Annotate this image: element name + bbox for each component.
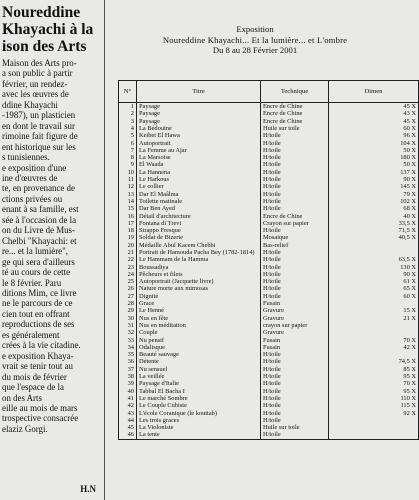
article-line: ge qui sera d'ailleurs (2, 256, 75, 267)
row-title: Paysage (137, 118, 261, 125)
table-row (119, 191, 419, 198)
row-dimensions: 115 X (329, 402, 419, 409)
row-technique: Gravure (261, 307, 329, 314)
table-row (119, 278, 419, 285)
row-dimensions: 92 X (329, 409, 419, 416)
row-number: 13 (119, 191, 137, 198)
row-dimensions (329, 417, 419, 424)
row-dimensions: 145 X (329, 183, 419, 190)
row-technique: H/toile (261, 161, 329, 168)
table-row (119, 300, 419, 307)
row-dimensions: 42 X (329, 344, 419, 351)
row-dimensions: 40,5 X (329, 234, 419, 241)
row-number: 20 (119, 242, 137, 249)
row-dimensions (329, 300, 419, 307)
article-line: te, en provenance de (2, 183, 75, 194)
row-technique: H/toile (261, 373, 329, 380)
row-technique: Fusain (261, 337, 329, 344)
table-row (119, 176, 419, 183)
row-dimensions (329, 322, 419, 329)
row-title: El Waada (137, 161, 261, 168)
row-technique: H/toile (261, 183, 329, 190)
article-line: ine d'œuvres de (2, 172, 58, 183)
row-dimensions: 45 X (329, 103, 419, 111)
row-title: La Femme au Ajar (137, 147, 261, 154)
row-dimensions: 130 X (329, 264, 419, 271)
row-technique: Encre de Chine (261, 212, 329, 219)
row-number: 30 (119, 315, 137, 322)
row-technique: H/toile (261, 395, 329, 402)
row-number: 29 (119, 307, 137, 314)
table-row (119, 388, 419, 395)
row-title: La Hannena (137, 169, 261, 176)
table-row (119, 264, 419, 271)
row-number: 24 (119, 271, 137, 278)
article-line: ent historique sur les (2, 141, 76, 152)
row-number: 43 (119, 409, 137, 416)
row-dimensions: 60 X (329, 293, 419, 300)
row-dimensions (329, 431, 419, 439)
article-line: cien tout en offrant (2, 308, 70, 319)
table-row (119, 227, 419, 234)
row-dimensions: 110 X (329, 395, 419, 402)
row-title: Boussadiya (137, 264, 261, 271)
row-technique: Encre de Chine (261, 103, 329, 111)
row-technique: Huile sur toile (261, 424, 329, 431)
row-number: 27 (119, 293, 137, 300)
row-title: Les trois graces (137, 417, 261, 424)
exhibition-label: Exposition (236, 24, 274, 34)
row-dimensions: 50 X (329, 161, 419, 168)
table-row (119, 169, 419, 176)
row-dimensions: 96 X (329, 132, 419, 139)
exhibition-dates: Du 8 au 28 Février 2001 (212, 45, 298, 55)
row-title: Soldat de Bizerte (137, 234, 261, 241)
article-line: re... et la lumière", (2, 246, 68, 257)
table-row (119, 358, 419, 365)
row-technique: Fusain (261, 300, 329, 307)
row-dimensions: 102 X (329, 198, 419, 205)
row-technique: H/toile (261, 271, 329, 278)
table-row (119, 234, 419, 241)
row-number: 44 (119, 417, 137, 424)
table-header-row (119, 81, 419, 103)
row-number: 19 (119, 234, 137, 241)
table-row (119, 132, 419, 139)
table-row (119, 409, 419, 416)
row-number: 6 (119, 139, 137, 146)
article-headline (2, 4, 102, 55)
row-number: 35 (119, 351, 137, 358)
row-title: Keibet El Hawa (137, 132, 261, 139)
row-number: 1 (119, 103, 137, 111)
column-header-title: Titre (137, 81, 261, 103)
row-number: 9 (119, 161, 137, 168)
article-line: es généralement (2, 329, 60, 340)
table-row (119, 139, 419, 146)
row-dimensions: 45 X (329, 118, 419, 125)
row-number: 36 (119, 358, 137, 365)
article-line: eille au mois de mars (2, 402, 78, 413)
row-technique: Crayon sur papier (261, 220, 329, 227)
row-title: Nus en méditation (137, 322, 261, 329)
row-technique: H/toile (261, 388, 329, 395)
row-technique: H/toile (261, 351, 329, 358)
row-title: La Violoniste (137, 424, 261, 431)
row-number: 28 (119, 300, 137, 307)
row-title: Nu pensif (137, 337, 261, 344)
article-line: elaziz Gorgi. (2, 423, 48, 434)
row-number: 40 (119, 388, 137, 395)
row-technique: H/toile (261, 227, 329, 234)
row-number: 32 (119, 329, 137, 336)
row-technique: H/toile (261, 431, 329, 439)
article-line: en dont le travail sur (2, 120, 75, 131)
row-dimensions: 74,5 X (329, 358, 419, 365)
row-title: Nature morte aux mimosas (137, 285, 261, 292)
row-dimensions (329, 329, 419, 336)
table-row (119, 118, 419, 125)
row-technique: Gravure (261, 329, 329, 336)
table-row (119, 293, 419, 300)
row-number: 22 (119, 256, 137, 263)
table-row (119, 110, 419, 117)
table-row (119, 125, 419, 132)
table-row (119, 431, 419, 439)
article-line: ditions Mim, ce livre (2, 287, 77, 298)
row-title: Dar Ben Ayed (137, 205, 261, 212)
row-title: Fontana di Trevi (137, 220, 261, 227)
exhibition-title: Noureddine Khayachi... Et la lumière... et L'ombre (162, 34, 348, 45)
article-column (0, 0, 102, 500)
row-title: Le Couple Cubiste (137, 402, 261, 409)
table-row (119, 380, 419, 387)
table-row (119, 242, 419, 249)
row-number: 15 (119, 205, 137, 212)
article-line: e exposition d'une (2, 162, 67, 173)
table-row (119, 285, 419, 292)
row-title: Strappo Fresque (137, 227, 261, 234)
table-row (119, 256, 419, 263)
row-title: Paysage d'Italie (137, 380, 261, 387)
row-number: 8 (119, 154, 137, 161)
table-row (119, 366, 419, 373)
table-row (119, 395, 419, 402)
table-row (119, 322, 419, 329)
row-title: Le Hammam de la Hamma (137, 256, 261, 263)
row-title: Le marché Sombre (137, 395, 261, 402)
article-line: on des Arts (2, 392, 42, 403)
row-number: 38 (119, 373, 137, 380)
row-technique: Huile sur toile (261, 125, 329, 132)
row-number: 2 (119, 110, 137, 117)
row-technique: H/toile (261, 139, 329, 146)
article-line: du mois de février (2, 371, 67, 382)
row-title: Couple (137, 329, 261, 336)
table-row (119, 344, 419, 351)
row-dimensions (329, 249, 419, 256)
table-row (119, 402, 419, 409)
article-line: -1987), un plasticien (2, 110, 76, 121)
row-number: 45 (119, 424, 137, 431)
row-number: 21 (119, 249, 137, 256)
row-number: 34 (119, 344, 137, 351)
article-line: té au cours de cette (2, 267, 71, 278)
row-dimensions: 79 X (329, 191, 419, 198)
table-row (119, 220, 419, 227)
row-title: Nu sensuel (137, 366, 261, 373)
row-dimensions: 60 X (329, 125, 419, 132)
article-line: crées à la vie citadine. (2, 340, 81, 351)
article-line: Chelbi "Khayachi: et (2, 235, 77, 246)
headline-line: Khayachi à la (2, 21, 94, 38)
row-title: La tente (137, 431, 261, 439)
table-row (119, 351, 419, 358)
row-title: Détail d'architecture (137, 212, 261, 219)
row-dimensions: 50 X (329, 147, 419, 154)
article-line: que l'espace de la (2, 382, 64, 393)
row-title: Le collier (137, 183, 261, 190)
article-line: on du Livre de Mus- (2, 225, 75, 236)
table-row (119, 198, 419, 205)
row-technique: H/toile (261, 417, 329, 424)
row-dimensions: 70 X (329, 337, 419, 344)
table-row (119, 147, 419, 154)
table-row (119, 154, 419, 161)
row-number: 33 (119, 337, 137, 344)
row-title: Autoportrait (137, 139, 261, 146)
row-dimensions: 90 X (329, 271, 419, 278)
row-title: Portrait de Hamouda Pacha Bey (1782-1814) (137, 249, 261, 256)
article-line: sée à l'occasion de la (2, 214, 77, 225)
table-row (119, 212, 419, 219)
row-number: 11 (119, 176, 137, 183)
row-number: 3 (119, 118, 137, 125)
artworks-table (118, 80, 419, 440)
row-title: Paysage (137, 103, 261, 111)
row-number: 41 (119, 395, 137, 402)
row-title: Toilette matinale (137, 198, 261, 205)
row-title: Dignité (137, 293, 261, 300)
row-number: 37 (119, 366, 137, 373)
row-title: Détente (137, 358, 261, 365)
row-technique: Encre de Chine (261, 118, 329, 125)
table-row (119, 183, 419, 190)
article-line: reproductions de ses (2, 319, 75, 330)
row-number: 17 (119, 220, 137, 227)
row-title: Nus en fête (137, 315, 261, 322)
row-dimensions (329, 424, 419, 431)
row-technique: H/toile (261, 191, 329, 198)
row-dimensions: 63,5 X (329, 256, 419, 263)
article-signature: H.N (80, 484, 96, 494)
row-dimensions: 70 X (329, 380, 419, 387)
row-number: 18 (119, 227, 137, 234)
row-number: 31 (119, 322, 137, 329)
column-header-number: N° (119, 81, 137, 103)
row-number: 39 (119, 380, 137, 387)
row-technique: Gravure (261, 315, 329, 322)
row-number: 16 (119, 212, 137, 219)
column-divider (104, 0, 105, 500)
row-dimensions: 21 X (329, 315, 419, 322)
article-line: le 8 février. Paru (2, 277, 62, 288)
row-title: Autoportrait (Jacquette livre) (137, 278, 261, 285)
row-technique: H/toile (261, 147, 329, 154)
row-technique: H/toile (261, 358, 329, 365)
row-dimensions: 43 X (329, 110, 419, 117)
row-number: 25 (119, 278, 137, 285)
row-technique: H/toile (261, 402, 329, 409)
row-number: 4 (119, 125, 137, 132)
row-technique: H/toile (261, 205, 329, 212)
row-dimensions: 15 X (329, 307, 419, 314)
article-line: février, un rendez- (2, 78, 68, 89)
row-dimensions: 95 X (329, 373, 419, 380)
article-line: ne le parcours de ce (2, 298, 73, 309)
row-title: La veillée (137, 373, 261, 380)
row-technique: Mosaique (261, 234, 329, 241)
row-dimensions: 61 X (329, 278, 419, 285)
row-technique: H/toile (261, 380, 329, 387)
row-technique: H/toile (261, 409, 329, 416)
article-line: avec les œuvres de (2, 89, 69, 100)
row-title: Paysage (137, 110, 261, 117)
row-technique: H/toile (261, 285, 329, 292)
row-technique: H/toile (261, 278, 329, 285)
row-number: 12 (119, 183, 137, 190)
column-header-technique: Technique (261, 81, 329, 103)
row-technique: Encre de Chine (261, 110, 329, 117)
row-dimensions (329, 351, 419, 358)
row-title: Le Henné (137, 307, 261, 314)
row-dimensions: 95 X (329, 388, 419, 395)
table-row (119, 103, 419, 111)
article-line: ddine Khayachi (2, 99, 58, 110)
row-number: 42 (119, 402, 137, 409)
row-title: Médaille Abul Kacem Chebbi (137, 242, 261, 249)
exhibition-header (120, 24, 390, 56)
article-line: rimoine fait figure de (2, 131, 78, 142)
table-row (119, 329, 419, 336)
article-line: Maison des Arts pro- (2, 58, 77, 68)
row-dimensions: 85 X (329, 366, 419, 373)
table-row (119, 417, 419, 424)
row-number: 7 (119, 147, 137, 154)
row-number: 46 (119, 431, 137, 439)
column-header-dimensions: Dimen (329, 81, 419, 103)
row-technique: H/toile (261, 198, 329, 205)
row-number: 14 (119, 198, 137, 205)
row-dimensions: 137 X (329, 169, 419, 176)
article-line: enant à sa famille, est (2, 204, 79, 215)
table-row (119, 271, 419, 278)
table-row (119, 337, 419, 344)
row-title: L'école Coranique (le kouttab) (137, 409, 261, 416)
row-technique: H/toile (261, 293, 329, 300)
row-technique: H/toile (261, 132, 329, 139)
row-technique: crayon sur papier (261, 322, 329, 329)
row-dimensions (329, 242, 419, 249)
table-row (119, 373, 419, 380)
row-title: Grace (137, 300, 261, 307)
article-body (0, 58, 102, 434)
row-dimensions: 40 X (329, 212, 419, 219)
article-line: a son public à partir (2, 68, 73, 79)
article-line: e exposition Khaya- (2, 350, 74, 361)
table-row (119, 307, 419, 314)
row-number: 10 (119, 169, 137, 176)
article-line: vrait se tenir tout au (2, 361, 73, 372)
row-number: 5 (119, 132, 137, 139)
row-technique: H/toile (261, 169, 329, 176)
row-dimensions: 180 X (329, 154, 419, 161)
row-title: Le Harkous (137, 176, 261, 183)
headline-line: Noureddine (2, 4, 81, 21)
row-number: 23 (119, 264, 137, 271)
row-technique: H/toile (261, 264, 329, 271)
row-technique: H/toile (261, 256, 329, 263)
row-dimensions: 71,5 X (329, 227, 419, 234)
row-dimensions: 104 X (329, 139, 419, 146)
row-technique: H/toile (261, 154, 329, 161)
headline-line: ison des Arts (2, 38, 87, 55)
row-technique: H/toile (261, 176, 329, 183)
row-title: Dar El Maâlma (137, 191, 261, 198)
table-row (119, 205, 419, 212)
row-title: Tabbal El Bacha I (137, 388, 261, 395)
table-row (119, 161, 419, 168)
table-row (119, 315, 419, 322)
row-dimensions: 33,5 X (329, 220, 419, 227)
row-technique: H/toile (261, 249, 329, 256)
row-title: Pêcheurs et filets (137, 271, 261, 278)
article-line: trospective consacrée (2, 413, 79, 424)
row-title: La Marsoise (137, 154, 261, 161)
row-number: 26 (119, 285, 137, 292)
row-dimensions: 90 X (329, 176, 419, 183)
row-title: La Bédouine (137, 125, 261, 132)
row-title: Beauté sauvage (137, 351, 261, 358)
row-technique: Fusain (261, 344, 329, 351)
article-line: ctions privées ou (2, 193, 63, 204)
row-dimensions: 65 X (329, 285, 419, 292)
row-technique: H/toile (261, 366, 329, 373)
row-technique: Bas-relief (261, 242, 329, 249)
table-row (119, 424, 419, 431)
row-title: Odalisque (137, 344, 261, 351)
row-dimensions: 68 X (329, 205, 419, 212)
table-row (119, 249, 419, 256)
article-line: s tunisiennes. (2, 152, 50, 163)
